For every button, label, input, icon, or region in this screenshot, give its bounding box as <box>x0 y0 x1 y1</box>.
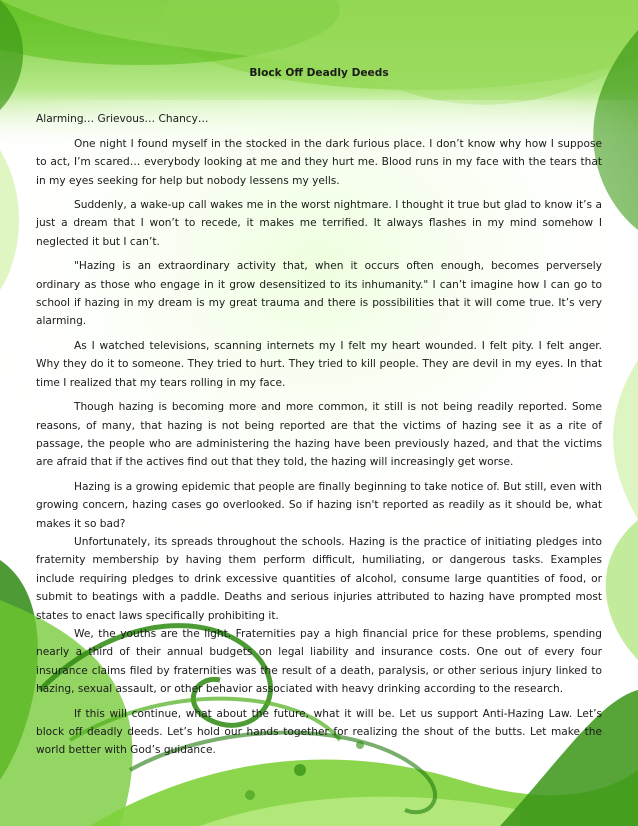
paragraph: One night I found myself in the stocked in the dark furious place. I don’t know why how I suppose to act, I’m scared… everybody looking at me and they hurt me. Blood runs in my face with the tears that in my eyes seeking for help but nobody lessens my yells. <box>36 137 602 187</box>
paragraph: We, the youths are the light. Fraternities pay a high financial price for these problems, spending nearly a third of their annual budgets on legal liability and insurance costs. One out of every four insurance claims filed by fraternities was the result of a death, paralysis, or other serious injury linked to hazing, sexual assault, or other behavior associated with heavy drinking according to the research. <box>36 627 602 696</box>
paragraph: As I watched televisions, scanning internets my I felt my heart wounded. I felt pity. I felt anger. Why they do it to someone. They tried to hurt. They tried to kill people. They are devil in my eyes. In that time I realized that my tears rolling in my face. <box>36 339 602 389</box>
intro-line: Alarming… Grievous… Chancy… <box>36 113 209 126</box>
paragraph: If this will continue, what about the future, what it will be. Let us support Anti-Hazing Law. Let’s block off deadly deeds. Let’s hold our hands together for realizing the shout of the butts. Let make the world better with God’s guidance. <box>36 707 602 757</box>
paragraph: "Hazing is an extraordinary activity that, when it occurs often enough, becomes perversely ordinary as those who engage in it grow desensitized to its inhumanity." I can’t imagine how I can go to school if hazing in my dream is my great trauma and there is possibilities that it will come true. It’s very alarming. <box>36 260 602 328</box>
paragraph: Suddenly, a wake-up call wakes me in the worst nightmare. I thought it true but glad to know it’s a just a dream that I won’t to recede, it makes me terrified. It always flashes in my mind somehow I neglected it but I can’t. <box>36 199 602 248</box>
paragraph: Unfortunately, its spreads throughout the schools. Hazing is the practice of initiating pledges into fraternity membership by having them perform difficult, humiliating, or dangerous tasks. Examples include requiring pledges to drink excessive quantities of alcohol, consume large quantities of food, or submit to beatings with a paddle. Deaths and serious injuries attributed to hazing have prompted most states to enact laws specifically prohibiting it. <box>36 535 602 622</box>
document-body <box>36 64 602 766</box>
paragraph: Hazing is a growing epidemic that people are finally beginning to take notice of. But still, even with growing concern, hazing cases go overlooked. So if hazing isn't reported as readily as it should be, what makes it so bad? <box>36 480 602 530</box>
paragraph: Though hazing is becoming more and more common, it still is not being readily reported. Some reasons, of many, that hazing is not being reported are that the victims of hazing see it as a rite of passage, the people who are administering the hazing have been previously hazed, and that the victims are afraid that if the actives find out that they told, the hazing will increasingly get worse. <box>36 401 602 469</box>
document-title: Block Off Deadly Deeds <box>249 67 389 79</box>
